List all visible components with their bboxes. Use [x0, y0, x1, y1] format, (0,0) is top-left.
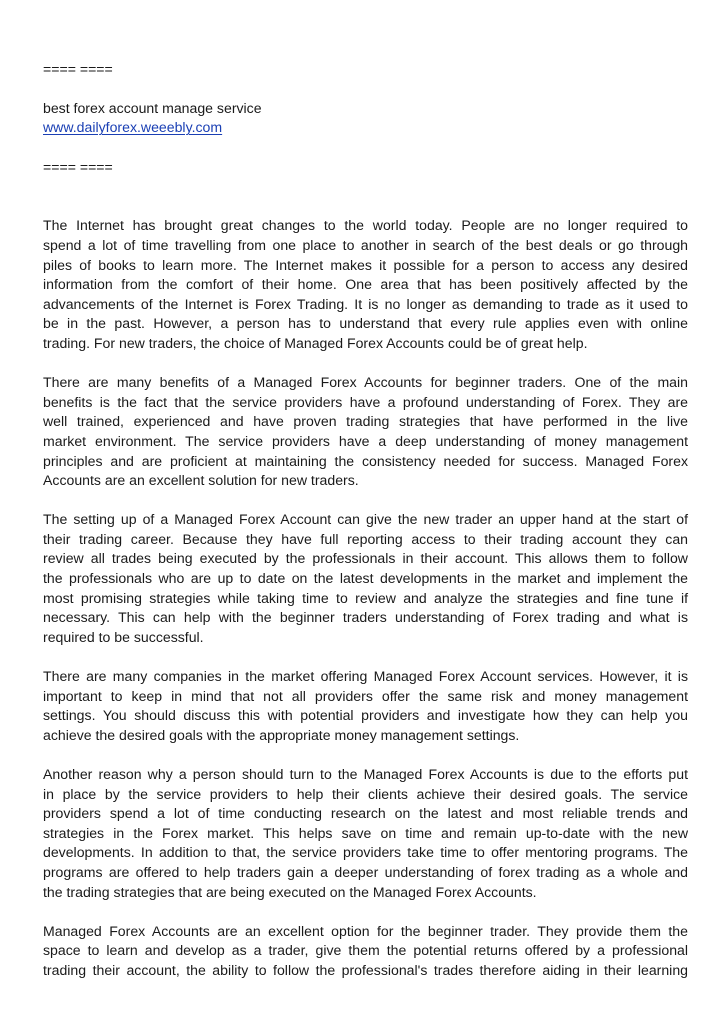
paragraph-line: the trading strategies that are being executed on the Managed Forex Accounts.: [43, 883, 537, 900]
paragraph-line: The setting up of a Managed Forex Account can give the new trader an upper hand at the start of: [43, 511, 688, 528]
link-row: [43, 118, 688, 138]
paragraph-line: strategies in the Forex market. This helps save on time and remain up-to-date with the new: [43, 824, 688, 841]
paragraph-line: providers spend a lot of time conducting research on the latest and most reliable trends and: [43, 805, 688, 822]
separator-top: ==== ====: [43, 61, 113, 77]
paragraph-line: piles of books to learn more. The Internet makes it possible for a person to access any desired: [43, 256, 688, 273]
paragraph-line: well trained, experienced and have proven trading strategies that have performed in the live: [43, 413, 688, 430]
paragraph-line: The Internet has brought great changes to the world today. People are no longer required to: [43, 217, 688, 234]
document-title: best forex account manage service: [43, 99, 262, 116]
article-paragraph: [43, 510, 688, 647]
paragraph-line: required to be successful.: [43, 628, 204, 645]
paragraph-line: be in the past. However, a person has to understand that every rule applies even with online: [43, 315, 688, 332]
separator-bottom: ==== ====: [43, 158, 113, 175]
paragraph-line: trading their account, the ability to follow the professional's trades therefore aiding in their learning: [43, 961, 688, 978]
website-link[interactable]: www.dailyforex.weeebly.com: [43, 119, 223, 136]
paragraph-line: settings. You should discuss this with potential providers and investigate how they can help you: [43, 707, 688, 724]
paragraph-line: the professionals who are up to date on the latest developments in the market and implement the: [43, 570, 688, 587]
article-paragraph: [43, 373, 688, 491]
paragraph-line: Another reason why a person should turn to the Managed Forex Accounts is due to the efforts put: [43, 766, 688, 782]
paragraph-line: benefits is the fact that the service providers have a profound understanding of Forex. They are: [43, 393, 688, 410]
paragraph-line: information from the comfort of their home. One area that has been positively affected by the: [43, 276, 688, 293]
paragraph-line: achieve the desired goals with the appropriate money management settings.: [43, 726, 520, 743]
article-paragraph: [43, 922, 688, 981]
article-paragraph: [43, 216, 688, 353]
paragraph-line: review all trades being executed by the professionals in their account. This allows them to follow: [43, 550, 688, 567]
paragraph-line: Accounts are an excellent solution for new traders.: [43, 472, 359, 489]
paragraph-line: in place by the service providers to help their clients achieve their desired goals. The service: [43, 785, 688, 802]
article-body: [43, 216, 688, 980]
paragraph-line: spend a lot of time travelling from one place to another in search of the best deals or go through: [43, 236, 688, 253]
paragraph-line: principles and are proficient at maintaining the consistency needed for success. Managed Forex: [43, 452, 688, 469]
paragraph-line: programs are offered to help traders gain a deeper understanding of forex trading as a whole and: [43, 863, 688, 880]
paragraph-line: important to keep in mind that not all providers offer the same risk and money management: [43, 687, 688, 704]
paragraph-line: Managed Forex Accounts are an excellent option for the beginner trader. They provide them the: [43, 922, 688, 939]
paragraph-line: most promising strategies while taking time to review and analyze the strategies and fine tune if: [43, 589, 688, 606]
article-paragraph: [43, 667, 688, 745]
paragraph-line: developments. In addition to that, the service providers take time to offer mentoring programs. The: [43, 844, 688, 861]
paragraph-line: their trading career. Because they have full reporting access to their trading account they can: [43, 530, 688, 547]
paragraph-line: There are many benefits of a Managed Forex Accounts for beginner traders. One of the main: [43, 374, 688, 391]
paragraph-line: space to learn and develop as a trader, give them the potential returns offered by a professional: [43, 942, 688, 959]
paragraph-line: necessary. This can help with the beginner traders understanding of Forex trading and what is: [43, 609, 688, 626]
paragraph-line: advancements of the Internet is Forex Trading. It is no longer as demanding to trade as it used to: [43, 295, 688, 312]
paragraph-line: There are many companies in the market offering Managed Forex Account services. However, it is: [43, 668, 688, 685]
paragraph-line: market environment. The service providers have a deep understanding of money management: [43, 432, 688, 449]
paragraph-line: trading. For new traders, the choice of Managed Forex Accounts could be of great help.: [43, 334, 588, 351]
article-paragraph: [43, 765, 688, 902]
